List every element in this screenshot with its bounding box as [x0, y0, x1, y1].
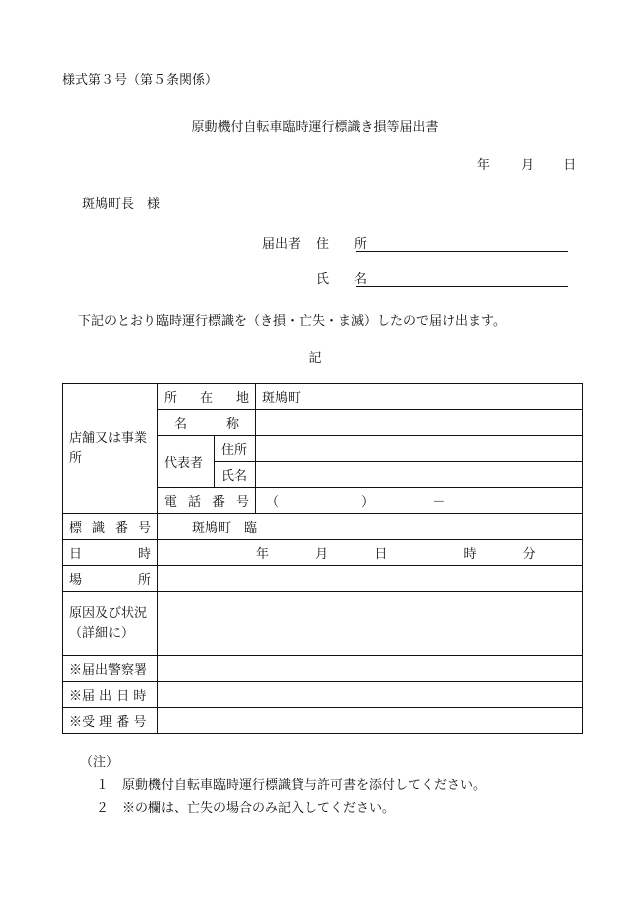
police-value-cell[interactable] — [158, 656, 583, 682]
phone-label-char: 番 — [211, 495, 225, 510]
notify-date-label: ※届 出 日 時 — [69, 689, 147, 704]
plate-label-char: 番 — [114, 521, 128, 536]
ki-heading: 記 — [308, 351, 322, 366]
store-label-cell — [63, 384, 158, 514]
plate-label-char: 号 — [137, 521, 151, 536]
datetime-minute-unit: 分 — [522, 547, 536, 562]
rep-name-label: 氏名 — [221, 469, 248, 484]
store-label: 店舗又は事業所 — [69, 430, 148, 466]
receipt-label: ※受 理 番 号 — [69, 715, 147, 730]
cause-label: 原因及び状況 — [69, 605, 148, 621]
location-label-char: 所 — [164, 391, 178, 406]
datetime-value-cell[interactable] — [158, 540, 583, 566]
name-label-char: 称 — [225, 417, 239, 432]
notifier-name-field[interactable] — [356, 270, 568, 287]
notes — [80, 751, 486, 820]
datetime-hour-unit: 時 — [463, 547, 477, 562]
submission-date — [477, 154, 576, 173]
place-label-char: 所 — [137, 573, 151, 588]
place-label-cell — [63, 566, 158, 592]
note-item: ２ ※の欄は、亡失の場合のみ記入してください。 — [96, 801, 396, 816]
form-number: 様式第３号（第５条関係） — [62, 73, 219, 88]
phone-label-char: 電 — [164, 495, 178, 510]
plate-label-cell — [63, 514, 158, 540]
phone-label-cell — [158, 488, 256, 514]
police-label: ※届出警察署 — [69, 663, 148, 678]
notifier-name-label: 氏 名 — [316, 272, 374, 287]
rep-label-cell — [158, 436, 215, 488]
datetime-day-unit: 日 — [374, 547, 388, 562]
plate-value-cell[interactable] — [158, 514, 583, 540]
rep-name-value-cell[interactable] — [256, 462, 583, 488]
plate-value: 斑鳩町 臨 — [192, 521, 258, 536]
report-table — [62, 383, 583, 734]
location-label-char: 在 — [199, 391, 213, 406]
datetime-label-char: 日 — [69, 547, 83, 562]
datetime-label-cell — [63, 540, 158, 566]
location-value-cell[interactable] — [256, 384, 583, 410]
notifier-name-row — [316, 268, 568, 287]
location-label-char: 地 — [235, 391, 249, 406]
rep-address-value-cell[interactable] — [256, 436, 583, 462]
receipt-value-cell[interactable] — [158, 708, 583, 734]
name-value-cell[interactable] — [256, 410, 583, 436]
name-label-char: 名 — [174, 417, 188, 432]
notify-date-label-cell — [63, 682, 158, 708]
intro-statement: 下記のとおり臨時運行標識を（き損・亡失・ま滅）したので届け出ます。 — [78, 314, 506, 329]
datetime-label-char: 時 — [137, 547, 151, 562]
date-month-label: 月 — [521, 158, 535, 173]
phone-label-char: 号 — [235, 495, 249, 510]
phone-open-paren: （ — [266, 495, 280, 510]
place-label-char: 場 — [69, 573, 83, 588]
plate-label-char: 標 — [69, 521, 83, 536]
place-value-cell[interactable] — [158, 566, 583, 592]
phone-value-cell[interactable] — [256, 488, 583, 514]
rep-name-label-cell — [215, 462, 256, 488]
notes-heading: （注） — [80, 755, 120, 770]
receipt-label-cell — [63, 708, 158, 734]
location-value: 斑鳩町 — [262, 391, 302, 406]
notifier-address-field[interactable] — [356, 235, 568, 252]
name-label-cell — [158, 410, 256, 436]
notifier-address-label: 住 所 — [316, 237, 374, 252]
document-title: 原動機付自転車臨時運行標識き損等届出書 — [191, 120, 439, 135]
notifier-address-row — [316, 233, 568, 252]
rep-address-label: 住所 — [221, 443, 248, 458]
notify-date-value-cell[interactable] — [158, 682, 583, 708]
datetime-year-unit: 年 — [256, 547, 270, 562]
police-label-cell — [63, 656, 158, 682]
datetime-month-unit: 月 — [315, 547, 329, 562]
addressee: 斑鳩町長 様 — [82, 197, 161, 212]
cause-label-cell — [63, 592, 158, 656]
plate-label-char: 識 — [91, 521, 105, 536]
date-year-label: 年 — [477, 158, 491, 173]
note-item: １ 原動機付自転車臨時運行標識貸与許可書を添付してください。 — [96, 778, 487, 793]
phone-dash: － — [432, 495, 446, 510]
notifier-label: 届出者 — [262, 237, 302, 252]
phone-close-paren: ） — [361, 495, 375, 510]
date-day-label: 日 — [563, 158, 577, 173]
cause-sublabel: （詳細に） — [69, 625, 135, 641]
rep-address-label-cell — [215, 436, 256, 462]
phone-label-char: 話 — [187, 495, 201, 510]
cause-value-cell[interactable] — [158, 592, 583, 656]
location-label-cell — [158, 384, 256, 410]
rep-label: 代表者 — [164, 456, 204, 471]
